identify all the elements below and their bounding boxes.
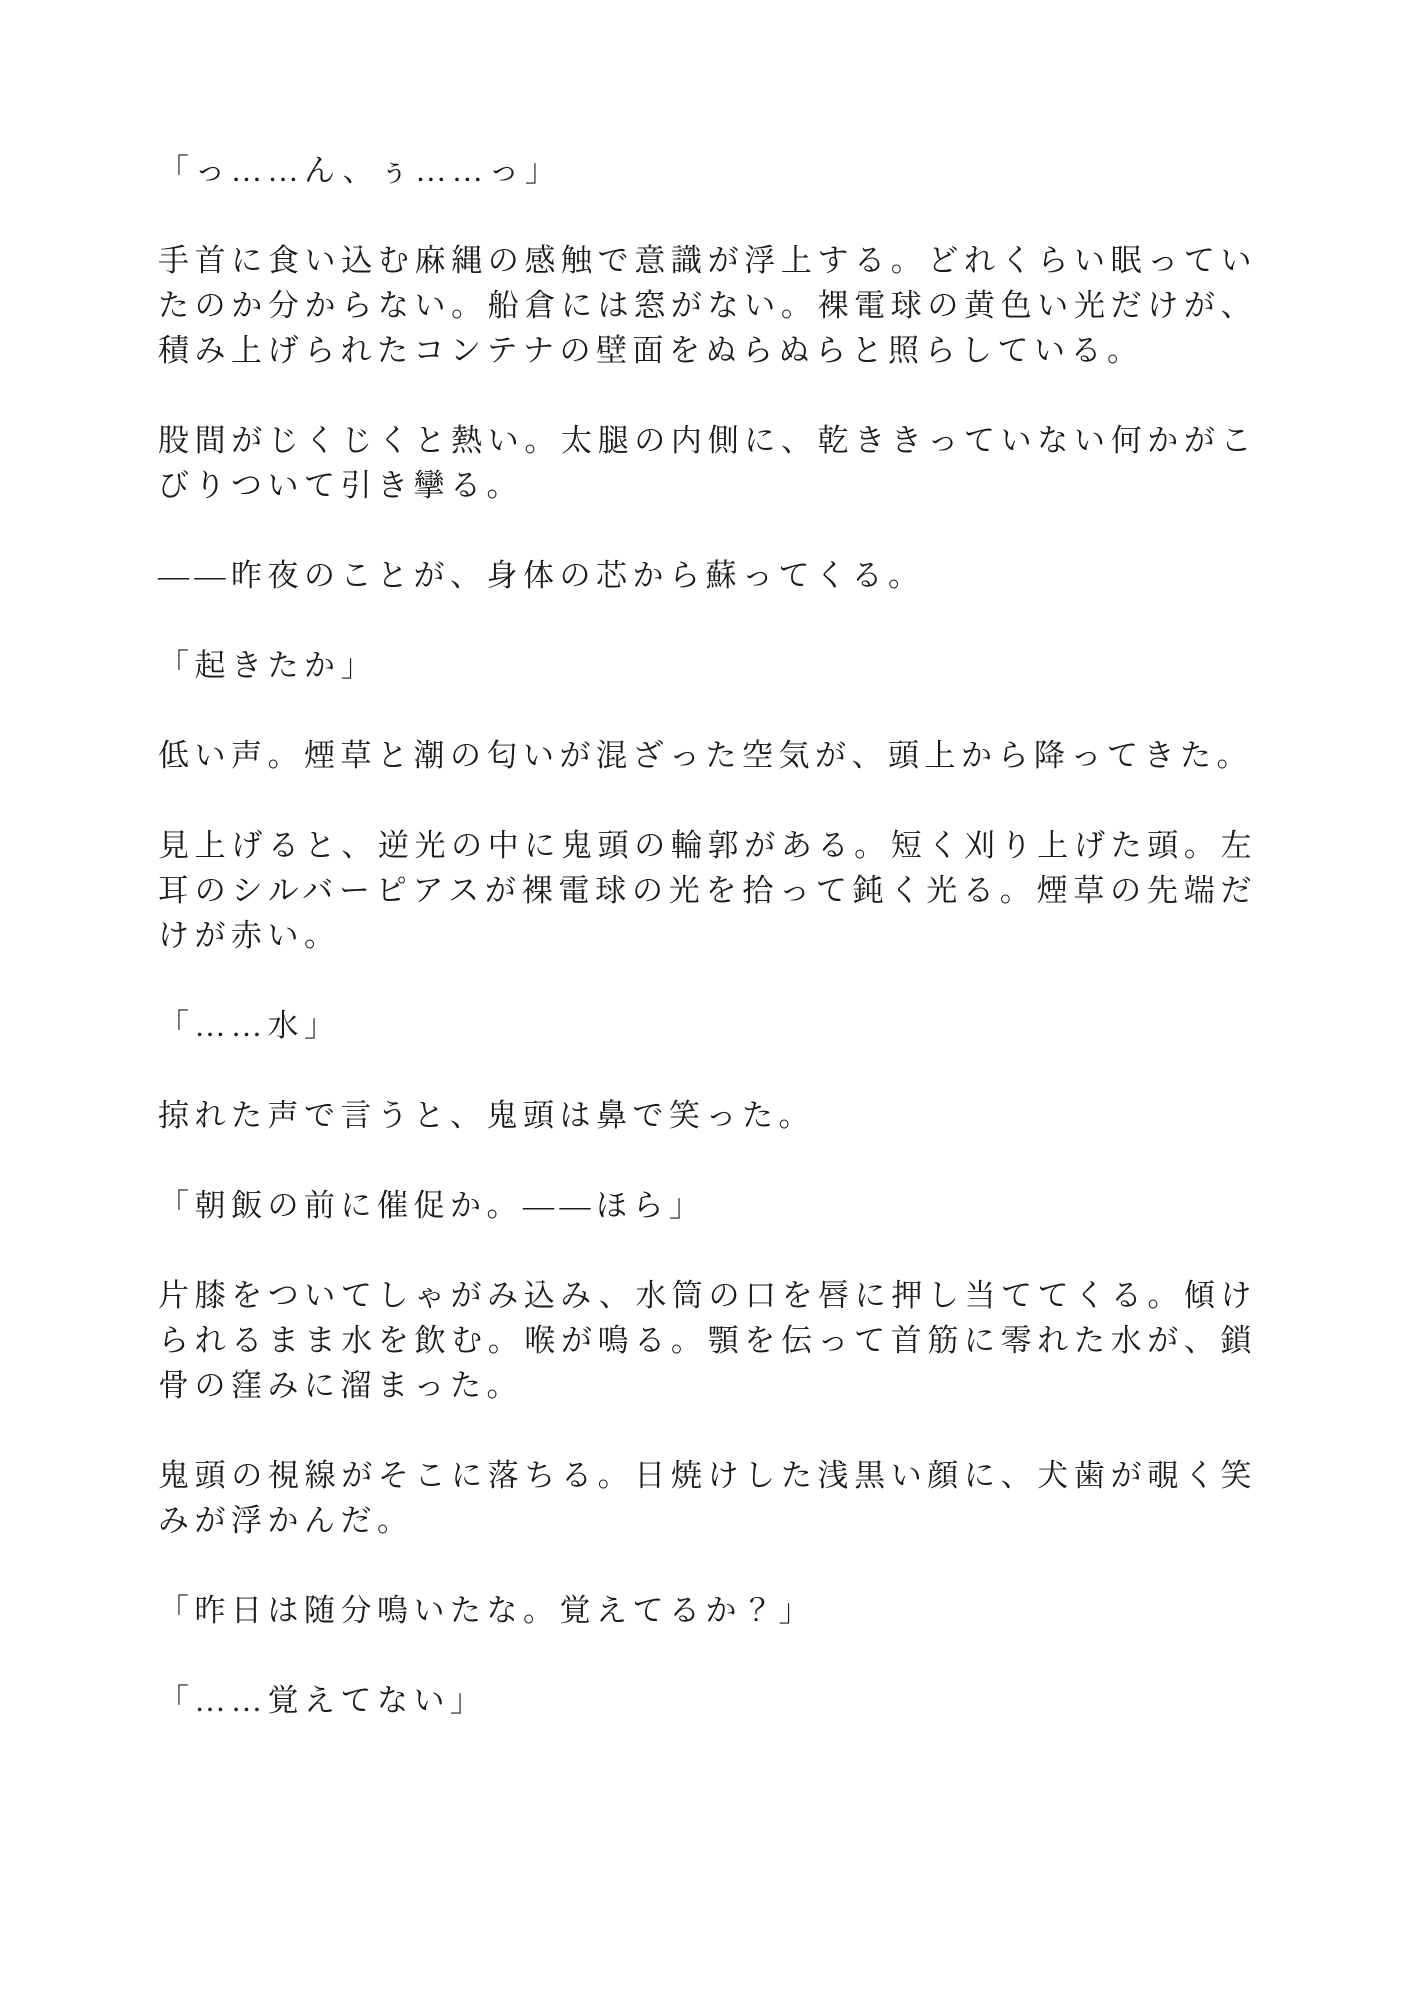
narration-paragraph: 鬼頭の視線がそこに落ちる。日焼けした浅黒い顔に、犬歯が覗く笑みが浮かんだ。	[158, 1458, 1257, 1538]
narration-paragraph: 掠れた声で言うと、鬼頭は鼻で笑った。	[158, 1098, 815, 1133]
dialogue-line: 「昨日は随分鳴いたな。覚えてるか？」	[158, 1593, 815, 1628]
narration-paragraph: 見上げると、逆光の中に鬼頭の輪郭がある。短く刈り上げた頭。左耳のシルバーピアスが裸電球の光を拾って鈍く光る。煙草の先端だけが赤い。	[158, 828, 1257, 953]
dialogue-line: 「……水」	[158, 1008, 341, 1043]
dialogue-line: 「っ……ん、ぅ……っ」	[158, 153, 562, 188]
narration-paragraph: 手首に食い込む麻縄の感触で意識が浮上する。どれくらい眠っていたのか分からない。船倉には窓がない。裸電球の黄色い光だけが、積み上げられたコンテナの壁面をぬらぬらと照らしている。	[158, 243, 1257, 368]
dialogue-line: 「起きたか」	[158, 648, 377, 683]
narration-paragraph: 低い声。煙草と潮の匂いが混ざった空気が、頭上から降ってきた。	[158, 738, 1253, 773]
dialogue-line: 「朝飯の前に催促か。——ほら」	[158, 1188, 706, 1223]
narration-paragraph: 股間がじくじくと熱い。太腿の内側に、乾ききっていない何かがこびりついて引き攣る。	[158, 423, 1257, 503]
dialogue-line: 「……覚えてない」	[158, 1683, 487, 1718]
narration-paragraph: ——昨夜のことが、身体の芯から蘇ってくる。	[158, 558, 925, 593]
narration-paragraph: 片膝をついてしゃがみ込み、水筒の口を唇に押し当ててくる。傾けられるまま水を飲む。喉が鳴る。顎を伝って首筋に零れた水が、鎖骨の窪みに溜まった。	[158, 1278, 1257, 1403]
